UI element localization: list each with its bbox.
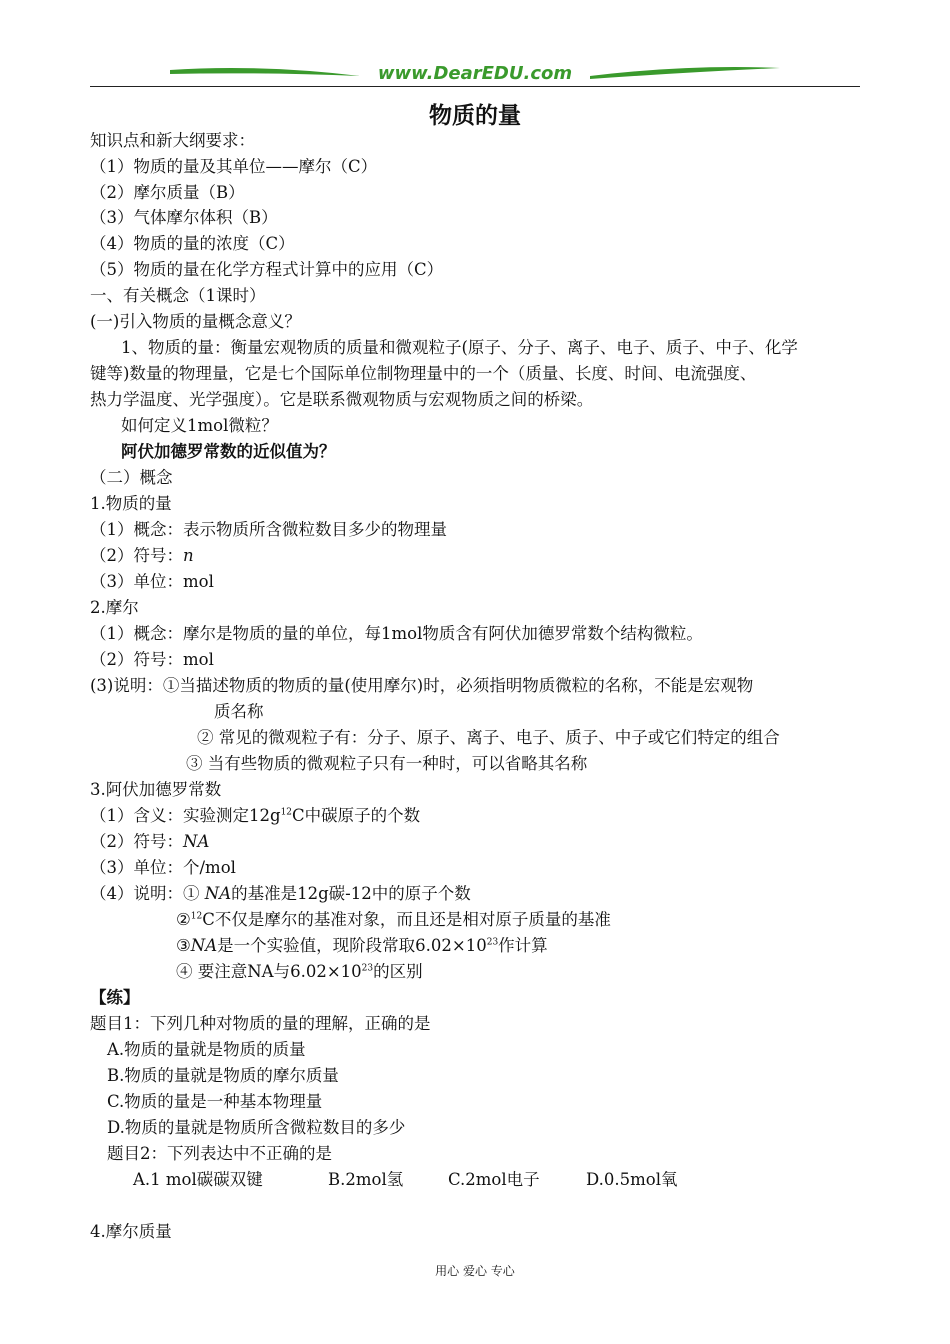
text-line: ② 常见的微观粒子有：分子、原子、离子、电子、质子、中子或它们特定的组合 [197,728,780,747]
subsection-heading: (一)引入物质的量概念意义？ [90,312,301,331]
text-span: ④ 要注意NA与6.02×10 [176,962,362,981]
question-2-option-b: B.2mol氢 [328,1170,404,1189]
subsection-heading: （二）概念 [90,468,173,487]
text-line: 知识点和新大纲要求： [90,131,255,150]
section-heading: 一、有关概念（1课时） [90,286,266,305]
text-line: 热力学温度、光学强度）。它是联系微观物质与宏观物质之间的桥梁。 [90,390,594,409]
text-line [90,831,209,853]
superscript: 23 [486,937,499,948]
document-title: 物质的量 [429,103,521,129]
text-line: （3）气体摩尔体积（B） [90,208,278,227]
text-line [176,909,611,931]
symbol-na: NA [183,832,210,851]
subsection-heading: 4.摩尔质量 [90,1222,172,1241]
text-span: 的区别 [373,962,423,981]
text-line [90,545,194,567]
page-footer: 用心 爱心 专心 [435,1264,515,1278]
text-line: （1）物质的量及其单位——摩尔（C） [90,157,378,176]
text-line: 质名称 [214,702,264,721]
site-logo-text: www.DearEDU.com [377,63,573,84]
text-span: （4）说明：① [90,884,205,903]
text-span: ③ [176,936,191,955]
text-line: (3)说明：①当描述物质的物质的量(使用摩尔)时，必须指明物质微粒的名称，不能是宏观物 [90,676,754,695]
text-span: C中碳原子的个数 [292,806,421,825]
text-line: 键等)数量的物理量，它是七个国际单位制物理量中的一个（质量、长度、时间、电流强度、 [90,364,757,383]
question-2-option-c: C.2mol电子 [448,1170,540,1189]
text-line [90,883,471,905]
text-line: 如何定义1mol微粒？ [121,416,278,435]
question-1-option-c: C.物质的量是一种基本物理量 [107,1092,323,1111]
text-span: （2）符号： [90,546,183,565]
question-2: 题目2：下列表达中不正确的是 [107,1144,332,1163]
symbol-na: NA [190,936,218,955]
text-line: （5）物质的量在化学方程式计算中的应用（C） [90,260,444,279]
subsection-heading: 2.摩尔 [90,598,139,617]
text-span: （1）含义：实验测定12g [90,806,281,825]
question-1-option-b: B.物质的量就是物质的摩尔质量 [107,1066,339,1085]
superscript: 12 [280,807,293,818]
subsection-heading: 3.阿伏加德罗常数 [90,780,222,799]
text-line: （1）概念：表示物质所含微粒数目多少的物理量 [90,520,447,539]
header-divider [90,86,860,87]
text-span: C不仅是摩尔的基准对象，而且还是相对原子质量的基准 [202,910,611,929]
text-line: （2）摩尔质量（B） [90,183,245,202]
superscript: 12 [190,911,203,922]
text-span: 的基准是12g碳-12中的原子个数 [231,884,471,903]
question-1-option-d: D.物质的量就是物质所含微粒数目的多少 [107,1118,406,1137]
superscript: 23 [361,963,374,974]
subsection-heading: 1.物质的量 [90,494,172,513]
text-line: （1）概念：摩尔是物质的量的单位，每1mol物质含有阿伏加德罗常数个结构微粒。 [90,624,703,643]
question-2-option-a: A.1 mol碳碳双键 [133,1170,263,1189]
question-2-option-d: D.0.5mol氧 [586,1170,678,1189]
text-line: （3）单位：个/mol [90,858,236,877]
symbol-n: n [183,546,194,565]
text-span: 作计算 [498,936,548,955]
symbol-na: NA [204,884,232,903]
text-line: 1、物质的量：衡量宏观物质的质量和微观粒子(原子、分子、离子、电子、质子、中子、化学 [121,338,798,357]
question-1: 题目1：下列几种对物质的量的理解，正确的是 [90,1014,431,1033]
text-span: 是一个实验值，现阶段常取6.02×10 [217,936,487,955]
text-span: （2）符号： [90,832,183,851]
text-line [176,961,423,983]
text-line [176,935,548,957]
text-line [90,805,420,827]
text-line: （2）符号：mol [90,650,214,669]
question-2-options [133,1169,677,1191]
text-line: （3）单位：mol [90,572,214,591]
text-span: ② [176,910,191,929]
text-line: 阿伏加德罗常数的近似值为？ [121,442,336,461]
question-1-option-a: A.物质的量就是物质的质量 [107,1040,306,1059]
text-line: （4）物质的量的浓度（C） [90,234,295,253]
exercise-heading: 【练】 [90,988,140,1007]
text-line: ③ 当有些物质的微观粒子只有一种时，可以省略其名称 [186,754,588,773]
